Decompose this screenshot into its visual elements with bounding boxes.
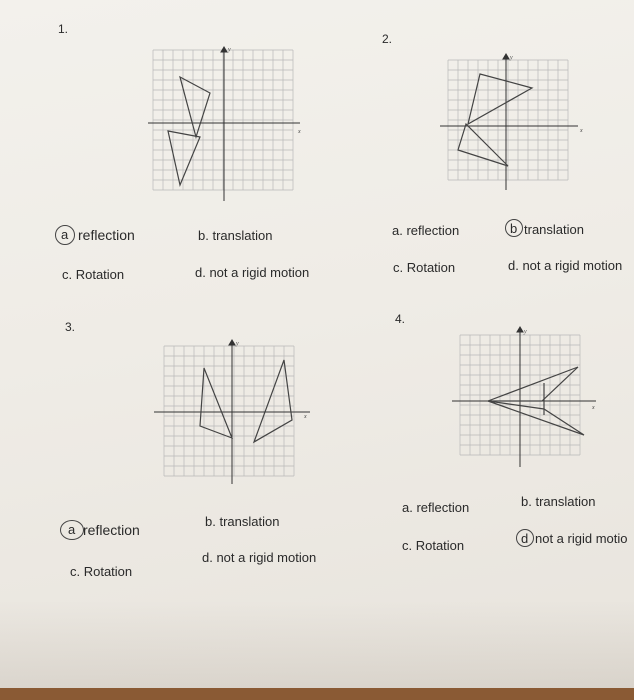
axis-y-label: y: [510, 55, 513, 61]
axis-y-label: y: [228, 47, 231, 53]
p2-choice-b[interactable]: translation: [524, 222, 584, 237]
p3-choice-c[interactable]: c. Rotation: [70, 564, 133, 579]
p4-choice-c[interactable]: c. Rotation: [402, 538, 465, 553]
problem-2-number: 2.: [382, 32, 393, 46]
graph-problem-2: [440, 52, 585, 192]
p1-choice-c[interactable]: c. Rotation: [62, 267, 125, 282]
axis-x-label: x: [592, 405, 595, 411]
axis-y-label: y: [236, 341, 239, 347]
p2-choice-a[interactable]: a. reflection: [392, 223, 460, 238]
circled-letter-1: a: [61, 227, 69, 242]
axis-x-label: x: [304, 414, 307, 420]
p3-choice-b[interactable]: b. translation: [205, 514, 280, 529]
problem-4-number: 4.: [395, 312, 406, 326]
graph-problem-4: [452, 325, 602, 470]
graph-problem-3: [152, 338, 317, 488]
p3-choice-a[interactable]: reflection: [83, 522, 140, 538]
axis-y-label: y: [524, 329, 527, 335]
graph-problem-1: [148, 45, 308, 205]
problem-1-number: 1.: [58, 22, 69, 36]
axis-x-label: x: [298, 129, 301, 135]
circled-letter-4: d: [521, 531, 529, 546]
p4-choice-d[interactable]: not a rigid motio: [535, 531, 628, 546]
p1-choice-d[interactable]: d. not a rigid motion: [195, 265, 310, 280]
circled-letter-3: a: [68, 522, 76, 537]
axis-x-label: x: [580, 128, 583, 134]
p1-choice-b[interactable]: b. translation: [198, 228, 273, 243]
table-surface: [0, 688, 634, 700]
p1-choice-a[interactable]: reflection: [78, 227, 135, 243]
p3-choice-d[interactable]: d. not a rigid motion: [202, 550, 317, 565]
circled-letter-2: b: [510, 221, 518, 236]
problem-3-number: 3.: [65, 320, 76, 334]
p4-choice-b[interactable]: b. translation: [521, 494, 596, 509]
p2-choice-c[interactable]: c. Rotation: [393, 260, 456, 275]
p2-choice-d[interactable]: d. not a rigid motion: [508, 258, 623, 273]
paper-shadow: [0, 600, 634, 700]
p4-choice-a[interactable]: a. reflection: [402, 500, 470, 515]
